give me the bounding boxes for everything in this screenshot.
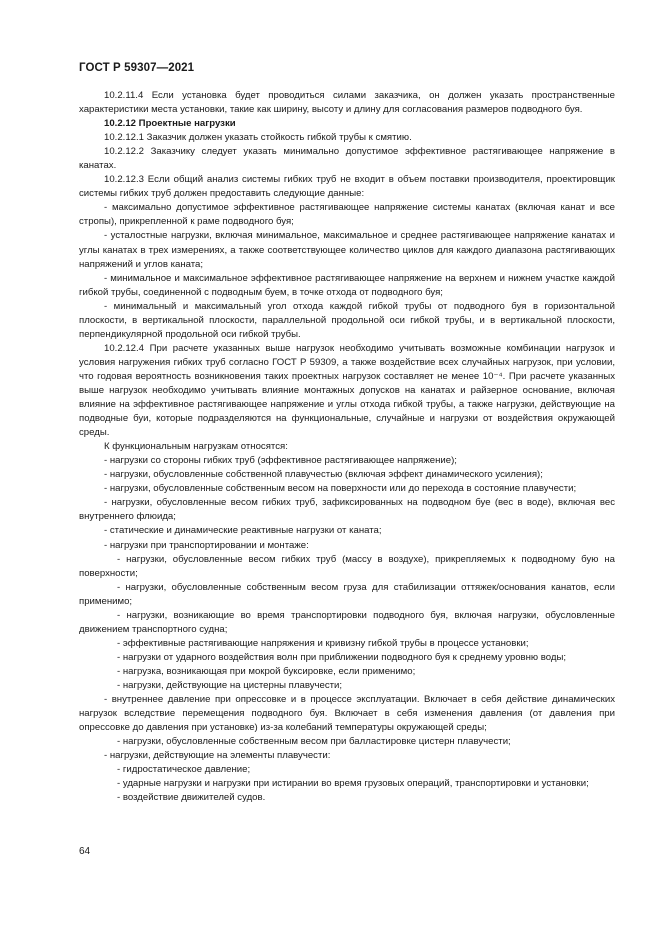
list-item: - минимальное и максимальное эффективное растягивающее напряжение на верхнем и нижнем участке каждой гибкой трубы, соединенной с подводным буем, в точке отхода от подводного буя; — [79, 272, 615, 298]
paragraph: 10.2.11.4 Если установка будет проводиться силами заказчика, он должен указать пространственные характеристики места установки, такие как ширину, высоту и длину для согласования размеров подводного буя. — [79, 90, 615, 116]
paragraph: 10.2.12.4 При расчете указанных выше нагрузок необходимо учитывать возможные комбинации нагрузок и условия нагружения гибких труб согласно ГОСТ Р 59309, а также воздействие всех случайных нагрузок, при условии, что годовая вероятность возникновения таких проектных нагрузок составляет не менее 10⁻⁴. При расчете указанных выше нагрузок необходимо учитывать влияние монтажных допусков на канатах и райзерное основание, включая влияние на эффективное растягивающее напряжение и углы отхода гибкой трубы, а также нагрузки, действующие на подводные буи, которые подразделяются на функциональные, случайные и нагрузки от воздействия окружающей среды. — [79, 342, 615, 439]
list-item: - нагрузки, обусловленные собственной плавучестью (включая эффект динамического усиления); — [104, 469, 543, 481]
list-item: - нагрузки, обусловленные собственным весом на поверхности или до перехода в состояние плавучести; — [104, 483, 577, 495]
list-item: - гидростатическое давление; — [117, 764, 251, 776]
paragraph: 10.2.12.3 Если общий анализ системы гибких труб не входит в объем поставки производителя, проектировщик системы гибких труб должен предоставить следующие данные: — [79, 174, 615, 200]
paragraph: 10.2.12.2 Заказчику следует указать минимально допустимое эффективное растягивающее напряжение в канатах. — [79, 146, 615, 172]
paragraph: 10.2.12.1 Заказчик должен указать стойкость гибкой трубы к смятию. — [104, 132, 412, 144]
list-item: - эффективные растягивающие напряжения и кривизну гибкой трубы в процессе установки; — [117, 637, 529, 649]
list-item: - максимально допустимое эффективное растягивающее напряжение системы канатах (включая канат и все стропы), прикрепленной к раме подводного буя; — [79, 202, 615, 228]
list-item: - нагрузки, обусловленные собственным весом груза для стабилизации оттяжек/основания канатов, если применимо; — [79, 581, 615, 607]
list-item: - нагрузки, обусловленные весом гибких труб (массу в воздухе), прикрепляемых к подводному бую на поверхности; — [79, 553, 615, 579]
list-item: - минимальный и максимальный угол отхода каждой гибкой трубы от подводного буя в горизонтальной плоскости, в вертикальной плоскости, параллельной продольной оси гибкой трубы, и в вертикальной плоскости, перпендикулярной продольной оси гибкой трубы. — [79, 300, 615, 340]
page-number: 64 — [79, 846, 91, 857]
section-heading: 10.2.12 Проектные нагрузки — [104, 118, 236, 130]
list-item: - нагрузки, возникающие во время транспортировки подводного буя, включая нагрузки, обусловленные движением транспортного судна; — [79, 609, 615, 635]
list-item: - нагрузки, действующие на цистерны плавучести; — [117, 679, 343, 691]
paragraph: К функциональным нагрузкам относятся: — [104, 441, 288, 453]
list-item: - нагрузки, действующие на элементы плавучести: — [104, 750, 331, 762]
list-item: - нагрузки от ударного воздействия волн при приближении подводного буя к среднему уровню воды; — [117, 651, 567, 663]
list-item: - воздействие движителей судов. — [117, 792, 266, 804]
list-item: - нагрузки, обусловленные собственным весом при балластировке цистерн плавучести; — [117, 736, 511, 748]
list-item: - усталостные нагрузки, включая минимальное, максимальное и среднее растягивающее напряжение канатах и углы канатах в трех измерениях, а также соответствующее количество циклов для каждого диапазона растягивающих напряжений и углов каната; — [79, 230, 615, 270]
list-item: - ударные нагрузки и нагрузки при истирании во время грузовых операций, транспортировки и установки; — [117, 778, 589, 790]
list-item: - нагрузки, обусловленные весом гибких труб, зафиксированных на подводном буе (вес в воде), включая вес внутреннего флюида; — [79, 497, 615, 523]
list-item: - нагрузки при транспортировании и монтаже: — [104, 539, 309, 551]
list-item: - статические и динамические реактивные нагрузки от каната; — [104, 525, 382, 537]
list-item: - внутреннее давление при опрессовке и в процессе эксплуатации. Включает в себя действие динамических нагрузок вследствие перемещения подводного буя. Включает в себя изменения давления (от давления при опрессовке до давления при установке) из-за колебаний температуры окружающей среды; — [79, 694, 615, 734]
document-body — [79, 89, 615, 805]
document-header: ГОСТ Р 59307—2021 — [79, 62, 195, 74]
list-item: - нагрузки со стороны гибких труб (эффективное растягивающее напряжение); — [104, 455, 457, 467]
list-item: - нагрузка, возникающая при мокрой буксировке, если применимо; — [117, 665, 416, 677]
